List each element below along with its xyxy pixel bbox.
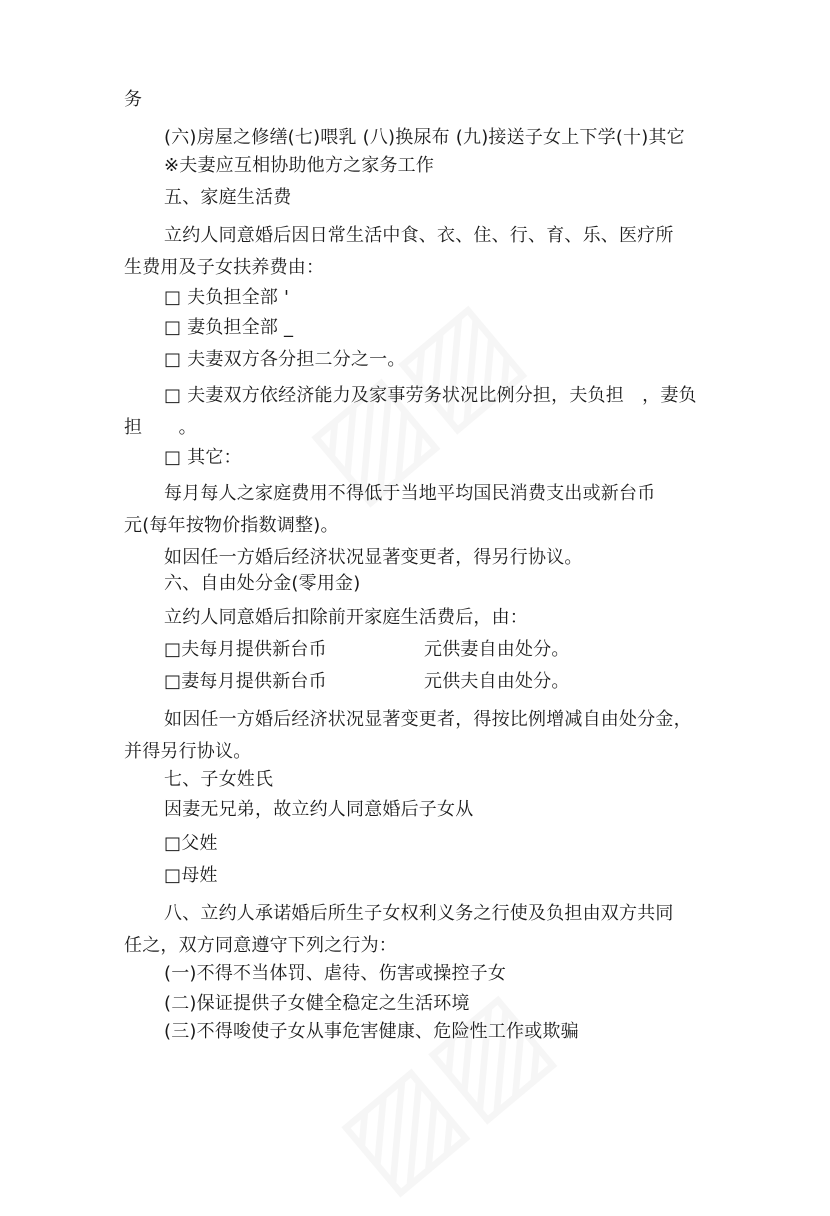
- text-line: 并得另行协议。: [124, 741, 252, 762]
- text-line: ※夫妻应互相协助他方之家务工作: [164, 155, 435, 176]
- checkbox-option: □ 妻负担全部 _: [164, 317, 294, 338]
- checkbox-option: □夫每月提供新台币: [164, 639, 327, 660]
- checkbox-option: □妻每月提供新台币: [164, 671, 327, 692]
- text-line: 立约人同意婚后因日常生活中食、衣、住、行、育、乐、医疗所: [164, 225, 674, 246]
- section-heading: 六、自由处分金(零用金): [164, 573, 361, 594]
- checkbox-option: □ 夫妻双方依经济能力及家事劳务状况比例分担，夫负担 ，妻负: [164, 385, 697, 406]
- text-line: 务: [124, 89, 143, 110]
- text-line: 元供夫自由处分。: [424, 671, 570, 692]
- text-line: 担 。: [124, 417, 197, 438]
- list-item: (二)保证提供子女健全稳定之生活环境: [164, 993, 470, 1014]
- checkbox-option: □ 夫妻双方各分担二分之一。: [164, 349, 406, 370]
- text-line: 因妻无兄弟，故立约人同意婚后子女从: [164, 799, 474, 820]
- text-line: 元供妻自由处分。: [424, 639, 570, 660]
- text-line: 任之，双方同意遵守下列之行为：: [124, 935, 397, 956]
- text-line: 每月每人之家庭费用不得低于当地平均国民消费支出或新台币: [164, 483, 656, 504]
- section-heading: 七、子女姓氏: [164, 769, 274, 790]
- checkbox-option: □母姓: [164, 865, 218, 886]
- text-line: 立约人同意婚后扣除前开家庭生活费后，由：: [164, 607, 528, 628]
- text-line: 生费用及子女扶养费由：: [124, 257, 325, 278]
- section-heading: 八、立约人承诺婚后所生子女权利义务之行使及负担由双方共同: [164, 903, 674, 924]
- text-line: (六)房屋之修缮(七)喂乳 (八)换尿布 (九)接送子女上下学(十)其它: [164, 127, 685, 148]
- list-item: (三)不得唆使子女从事危害健康、危险性工作或欺骗: [164, 1021, 579, 1042]
- checkbox-option: □ 夫负担全部 ': [164, 287, 290, 308]
- list-item: (一)不得不当体罚、虐待、伤害或操控子女: [164, 963, 507, 984]
- text-line: 如因任一方婚后经济状况显著变更者，得另行协议。: [164, 547, 583, 568]
- text-line: 元(每年按物价指数调整)。: [124, 515, 339, 536]
- checkbox-option: □父姓: [164, 833, 218, 854]
- section-heading: 五、家庭生活费: [164, 187, 292, 208]
- checkbox-option: □ 其它：: [164, 447, 242, 468]
- text-line: 如因任一方婚后经济状况显著变更者，得按比例增减自由处分金，: [164, 709, 692, 730]
